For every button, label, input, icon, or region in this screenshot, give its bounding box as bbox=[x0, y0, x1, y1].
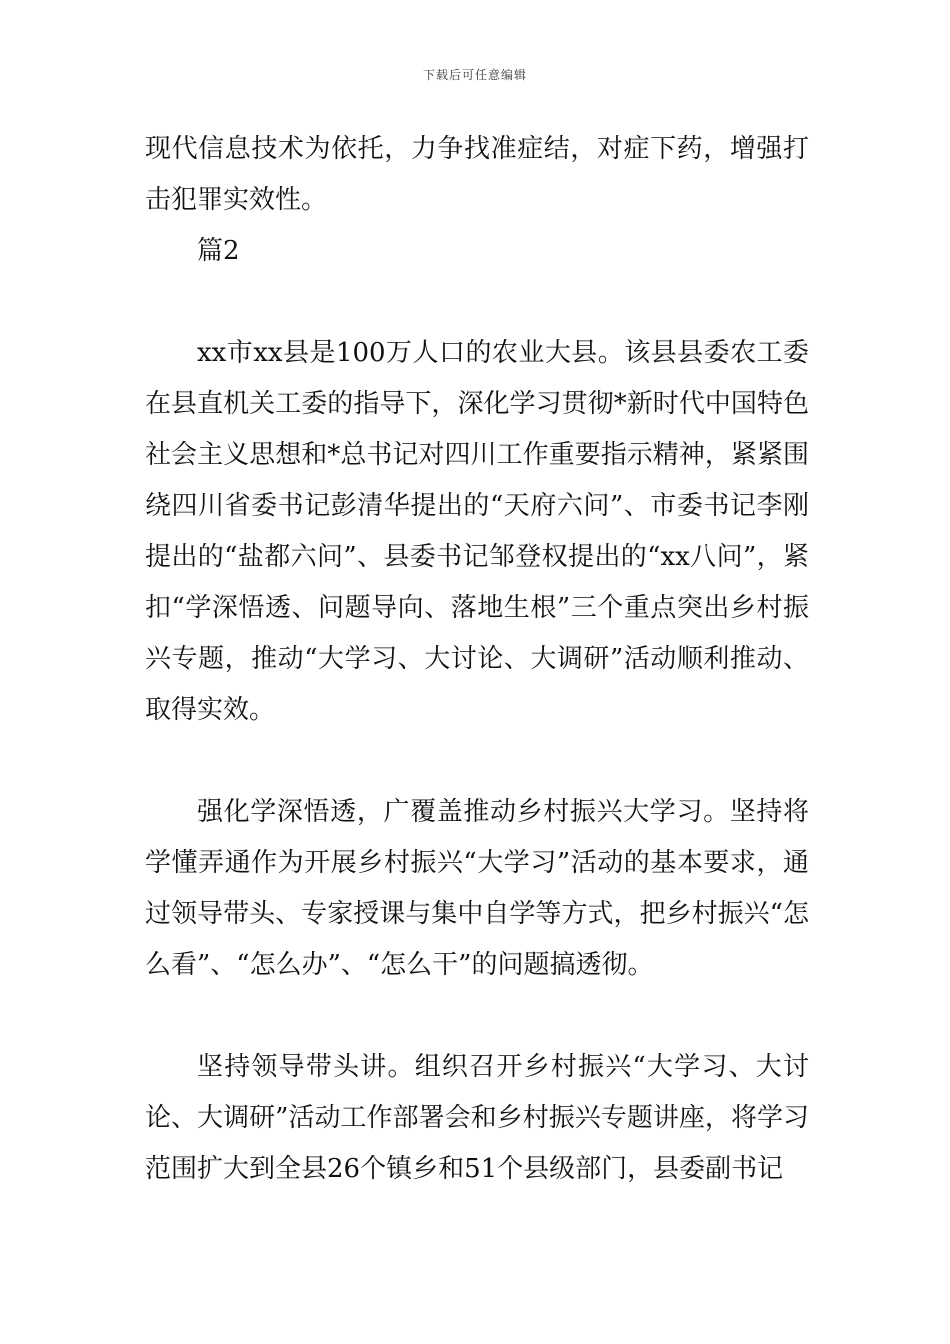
page-header-note: 下载后可任意编辑 bbox=[422, 68, 527, 82]
paragraph-intro: xx市xx县是100万人口的农业大县。该县县委农工委在县直机关工委的指导下，深化学习贯彻*新时代中国特色社会主义思想和*总书记对四川工作重要指示精神，紧紧围绕四川省委书记彭清华提出的“天府六问”、市委书记李刚提出的“盐都六问”、县委书记邹登权提出的“xx八问”，紧扣“学深悟透、问题导向、落地生根”三个重点突出乡村振兴专题，推动“大学习、大讨论、大调研”活动顺利推动、取得实效。 bbox=[145, 338, 809, 725]
paragraph-leaders: 坚持领导带头讲。组织召开乡村振兴“大学习、大讨论、大调研”活动工作部署会和乡村振兴专题讲座，将学习范围扩大到全县26个镇乡和51个县级部门，县委副书记 bbox=[145, 1052, 809, 1184]
section-heading: 篇2 bbox=[197, 236, 240, 266]
paragraph-study: 强化学深悟透，广覆盖推动乡村振兴大学习。坚持将学懂弄通作为开展乡村振兴“大学习”活动的基本要求，通过领导带头、专家授课与集中自学等方式，把乡村振兴“怎么看”、“怎么办”、“怎么干”的问题搞透彻。 bbox=[145, 797, 809, 980]
paragraph-continued: 现代信息技术为依托，力争找准症结，对症下药，增强打击犯罪实效性。 bbox=[145, 134, 809, 215]
document-body bbox=[145, 124, 809, 1195]
